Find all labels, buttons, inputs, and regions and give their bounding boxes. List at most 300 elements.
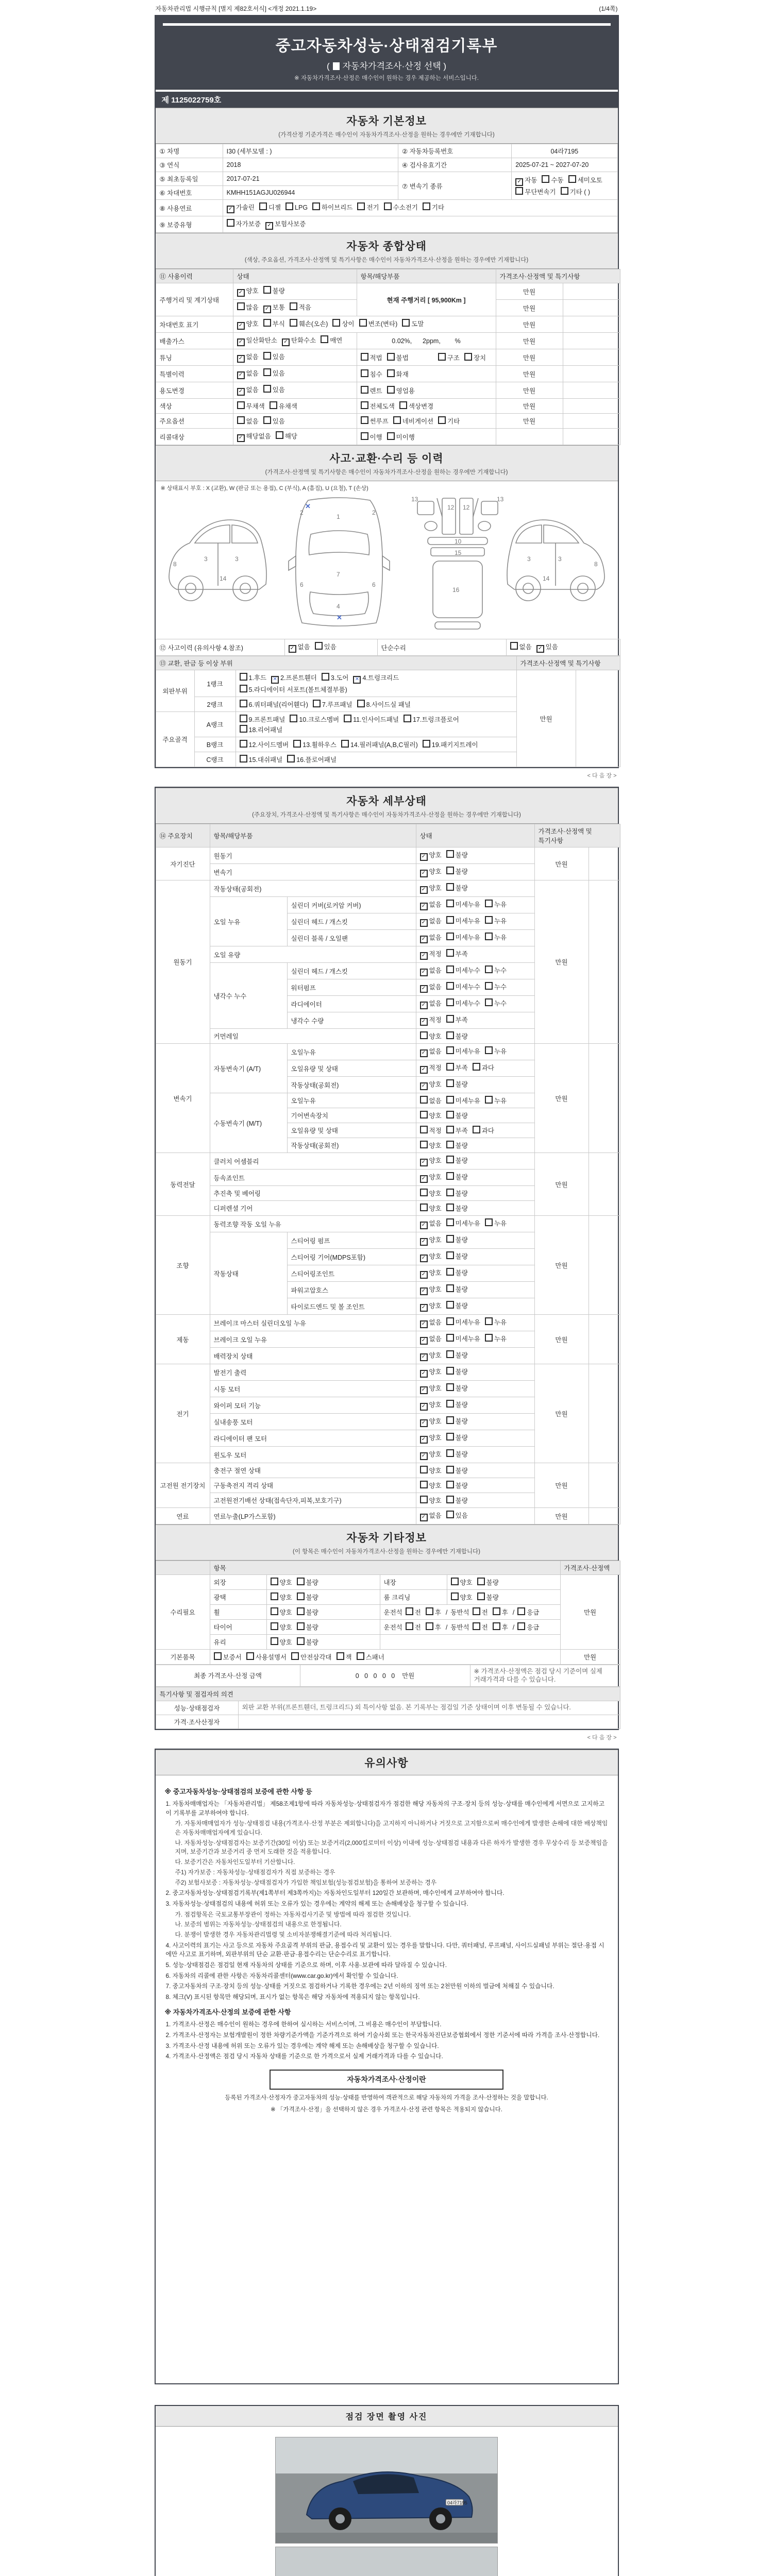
table-cell: 만원: [560, 1575, 620, 1650]
checkbox-label: 12.사이드멤버: [248, 741, 289, 749]
table-cell: 주행거리 및 계기상태: [156, 283, 233, 316]
checkbox-label: 양호: [429, 1482, 442, 1489]
checkbox-응급: [517, 1622, 525, 1630]
table-cell: [416, 1381, 534, 1397]
table-cell: [416, 1123, 534, 1138]
checkbox-label: 누유: [494, 1335, 507, 1343]
table-row: [156, 366, 620, 382]
option-text: /: [512, 1624, 515, 1631]
table-row: [156, 216, 617, 233]
checkbox-label: 구조: [447, 354, 460, 362]
checkbox-양호: [420, 1370, 428, 1378]
checkbox-누수: [485, 965, 493, 973]
table-cell: [416, 1029, 534, 1044]
diagram-legend: ※ 상태표시 부호 : X (교환), W (판금 또는 용접), C (부식), A (흠집), U (요철), T (손상): [160, 485, 368, 492]
panel-rank-table: [156, 656, 620, 767]
table-cell: 주요골격: [156, 712, 194, 767]
form-rule-line: [155, 3, 619, 15]
notice-item: 3. 자동차성능·상태점검의 내용에 허위 또는 오류가 있는 경우에는 계약의 해제 또는 손해배상을 청구할 수 있습니다.: [165, 1900, 468, 1907]
checkbox-label: 없음: [429, 918, 442, 925]
option-text: 동반석: [450, 1609, 469, 1616]
checkbox-label: 불량: [455, 1081, 468, 1088]
checkbox-label: 적법: [369, 354, 382, 362]
checkbox-불량: [446, 1481, 454, 1488]
table-cell: 2랭크: [194, 697, 236, 712]
checkbox-label: LPG: [295, 204, 308, 211]
checkbox-미세누유: [446, 1317, 454, 1325]
checkbox-양호: [420, 1403, 428, 1411]
table-row: [156, 1216, 620, 1232]
checkbox-불량: [297, 1578, 305, 1585]
checkbox-label: 있음: [324, 643, 337, 651]
checkbox-불량: [446, 1496, 454, 1503]
checkbox-label: 불량: [272, 287, 285, 295]
table-cell: 발전기 출력: [210, 1364, 416, 1381]
checkbox-2.프론트휀더: [271, 676, 279, 684]
checkbox-불량: [446, 1284, 454, 1292]
checkbox-label: 있음: [455, 1512, 468, 1519]
checkbox-label: 누유: [494, 1048, 507, 1055]
checkbox-후: [493, 1622, 500, 1630]
table-cell: [416, 1282, 534, 1298]
checkbox-label: 기타 ( ): [569, 189, 591, 196]
table-cell: ⑦ 변속기 종류: [398, 172, 512, 200]
page-number: (1/4쪽): [599, 5, 618, 12]
table-cell: 0 0 0 0 0 만원: [300, 1665, 470, 1687]
table-row: [156, 1635, 620, 1650]
checkbox-label: 양호: [429, 852, 442, 859]
svg-text:13: 13: [411, 496, 418, 503]
checkbox-label: 불량: [306, 1579, 318, 1586]
svg-text:6: 6: [299, 581, 304, 588]
checkbox-label: 적정: [429, 1016, 442, 1024]
checkbox-label: 미세누유: [455, 1097, 480, 1105]
table-cell: [223, 216, 617, 233]
table-cell: [233, 333, 357, 349]
table-cell: [233, 316, 496, 333]
table-cell: ② 자동차등록번호: [398, 144, 512, 158]
checkbox-부족: [446, 1126, 454, 1133]
checkbox-후: [426, 1607, 433, 1615]
notice-item: 5. 성능·상태점검은 점검일 현재 자동차의 상태를 기준으로 하며, 이후 사용·보관에 따라 달라질 수 있습니다.: [165, 1961, 447, 1969]
table-cell: [416, 946, 534, 963]
table-row: [156, 269, 620, 283]
checkbox-훼손(오손): [290, 319, 297, 327]
svg-text:3: 3: [527, 555, 531, 563]
checkbox-없음: [420, 1337, 428, 1345]
checkbox-누수: [485, 982, 493, 990]
notice-item: 2. 중고자동차성능·상태점검기록부(제1쪽부터 제3쪽까지)는 자동차인도일부터 120일간 보관하며, 매수인에게 교부하여야 합니다.: [165, 1889, 505, 1897]
title-note: ※ 자동차가격조사·산정은 매수인이 원하는 경우 제공하는 서비스입니다.: [294, 75, 479, 81]
column-header-cell: 가격조사·산정액: [560, 1561, 620, 1575]
checkbox-label: 양호: [429, 1467, 442, 1475]
checkbox-과다: [473, 1126, 480, 1133]
checkbox-label: 전: [481, 1624, 488, 1631]
checkbox-label: 불량: [455, 1434, 468, 1442]
checkbox-label: 변조(변타): [368, 320, 398, 328]
checkbox-label: 없음: [429, 1319, 442, 1326]
table-cell: [380, 1620, 560, 1635]
table-cell: [236, 737, 516, 752]
checkbox-label: 불량: [455, 1286, 468, 1293]
svg-text:7: 7: [336, 571, 340, 578]
checkbox-label: 있음: [272, 418, 285, 425]
checkbox-label: 부족: [455, 1127, 468, 1134]
table-row: [156, 1605, 620, 1620]
checkbox-수동: [542, 175, 549, 183]
accident-history-table: [156, 639, 620, 656]
table-cell: 만원: [534, 848, 589, 880]
table-cell: [233, 382, 357, 399]
checkbox-label: 불량: [455, 1142, 468, 1149]
checkbox-없음: [420, 985, 428, 993]
table-row: [156, 382, 620, 399]
checkbox-label: 장치: [473, 354, 486, 362]
table-cell: [416, 1138, 534, 1153]
checkbox-label: 미세누유: [455, 934, 480, 941]
checkbox-label: 16.플로어패널: [296, 756, 337, 764]
table-cell: ⑥ 차대번호: [156, 186, 223, 200]
table-cell: [416, 880, 534, 897]
checkbox-label: 전: [414, 1624, 421, 1631]
table-cell: 만원: [534, 1508, 589, 1524]
section-head-notice: 유의사항: [156, 1750, 618, 1775]
checkbox-label: 부족: [455, 951, 468, 958]
table-cell: 스티어링 펌프: [287, 1232, 416, 1249]
checkbox-렌트: [361, 386, 368, 394]
table-cell: 오일유량 및 상태: [287, 1123, 416, 1138]
checkbox-label: 네비게이션: [402, 418, 434, 425]
checkbox-label: 양호: [279, 1579, 292, 1586]
checkbox-누유: [485, 1317, 493, 1325]
notice-subitem: 주2) 보험사보증 : 자동차성능·상태점검자가 가입한 책임보험(성능점검보험)을 통하여 보증하는 경우: [175, 1878, 437, 1886]
checkbox-전: [406, 1622, 413, 1630]
checkbox-label: 기타: [431, 204, 445, 211]
checkbox-label: 불량: [455, 1174, 468, 1181]
checkbox-불량: [446, 1433, 454, 1440]
table-cell: ⑧ 사용연료: [156, 200, 223, 216]
checkbox-수소전기: [384, 202, 392, 210]
table-row: [156, 1575, 620, 1590]
table-cell: 조향: [156, 1216, 210, 1315]
checkbox-label: 불량: [455, 852, 468, 859]
table-cell: 라디에이터: [287, 996, 416, 1012]
table-row: [156, 429, 620, 445]
checkbox-양호: [420, 1204, 428, 1211]
column-header-cell: 상태: [416, 824, 534, 848]
table-cell: 외장: [210, 1575, 266, 1590]
checkbox-없음: [237, 388, 245, 396]
checkbox-label: 전체도색: [369, 403, 395, 410]
checkbox-자가보증: [227, 219, 234, 227]
table-cell: 만원: [534, 1364, 589, 1463]
checkbox-전: [406, 1607, 413, 1615]
checkbox-label: 안전삼각대: [300, 1654, 332, 1661]
table-cell: 2025-07-21 ~ 2027-07-20: [512, 158, 617, 172]
checkbox-label: 양호: [429, 1236, 442, 1244]
checkbox-label: 자동: [525, 177, 537, 184]
table-cell: [576, 670, 620, 767]
checkbox-보험사보증: [265, 222, 273, 230]
checkbox-불량: [297, 1607, 305, 1615]
checkbox-label: 18.리어패널: [248, 726, 283, 734]
vehicle-photo-rear: [275, 2547, 498, 2576]
checkbox-없음: [237, 416, 245, 424]
checkbox-상이: [332, 319, 340, 327]
checkbox-label: 훼손(오손): [298, 320, 328, 328]
checkbox-label: 상이: [342, 320, 355, 328]
checkbox-label: 수소전기: [393, 204, 418, 211]
table-cell: 만원: [496, 333, 563, 349]
rule-ref: 자동차관리법 시행규칙 [별지 제82호서식] <개정 2021.1.19>: [155, 5, 317, 12]
table-cell: [357, 366, 496, 382]
table-cell: 파워고압호스: [287, 1282, 416, 1298]
checkbox-무채색: [237, 401, 245, 409]
checkbox-미세누유: [446, 916, 454, 924]
checkbox-전: [473, 1607, 480, 1615]
checkbox-label: 미세누수: [455, 1000, 480, 1007]
table-row: [156, 399, 620, 414]
checkbox-label: 양호: [279, 1609, 292, 1616]
checkbox-label: 양호: [429, 1190, 442, 1197]
checkbox-label: 불량: [455, 1467, 468, 1475]
checkbox-양호: [420, 1304, 428, 1312]
table-cell: 성능·상태점검자: [156, 1701, 238, 1715]
checkbox-불량: [446, 883, 454, 891]
checkbox-label: 이행: [369, 433, 382, 441]
checkbox-없음: [420, 969, 428, 976]
table-cell: [416, 1108, 534, 1123]
checkbox-양호: [420, 1466, 428, 1473]
table-row: [156, 349, 620, 366]
table-cell: [284, 639, 377, 656]
table-cell: 만원: [496, 283, 563, 300]
checkbox-label: 누유: [494, 918, 507, 925]
column-header-cell: 가격조사·산정액 및 특기사항: [516, 656, 620, 670]
table-cell: 작동상태(공회전): [210, 880, 416, 897]
table-cell: [563, 333, 620, 349]
table-cell: 만원: [534, 1463, 589, 1508]
checkbox-도말: [402, 319, 410, 327]
checkbox-label: 누수: [494, 984, 507, 991]
checkbox-없음: [420, 1320, 428, 1328]
checkbox-label: 미세누수: [455, 967, 480, 974]
checkbox-기타: [438, 416, 446, 424]
table-cell: 연료누출(LP가스포함): [210, 1508, 416, 1524]
next-page-marker: < 다 음 장 >: [587, 1734, 617, 1741]
checkbox-label: 없음: [519, 643, 532, 651]
checkbox-이행: [361, 432, 368, 440]
checkbox-label: 양호: [429, 1451, 442, 1458]
table-cell: [589, 1463, 620, 1508]
checkbox-label: 과다: [481, 1064, 494, 1072]
checkbox-불량: [297, 1637, 305, 1645]
checkbox-label: 10.크로스멤버: [299, 716, 340, 723]
checkbox-변조(변타): [359, 319, 367, 327]
checkbox-label: 전: [414, 1609, 421, 1616]
checkbox-label: 누유: [494, 1097, 507, 1105]
notice-final-note: ※ 「가격조사·산정」을 선택하지 않은 경우 가격조사·산정 관련 항목은 적용되지 않습니다.: [271, 2107, 502, 2113]
checkbox-불량: [446, 1204, 454, 1211]
notice-item: 1. 가격조사·산정은 매수인이 원하는 경우에 한하여 실시하는 서비스이며, 그 비용은 매수인이 부담합니다.: [165, 2021, 442, 2028]
price-select-line: ( 자동차가격조사·산정 선택 ): [326, 61, 447, 71]
table-cell: 오일누유: [287, 1093, 416, 1108]
svg-text:8: 8: [594, 561, 598, 568]
table-cell: 구동축전지 격리 상태: [210, 1478, 416, 1493]
table-cell: [233, 300, 357, 316]
table-cell: 만원: [496, 349, 563, 366]
table-cell: 실린더 블록 / 오일팬: [287, 930, 416, 946]
checkbox-누유: [485, 1334, 493, 1342]
checkbox-사용설명서: [246, 1652, 254, 1660]
column-header-cell: ⑭ 주요장치: [156, 824, 210, 848]
table-cell: [589, 1153, 620, 1216]
checkbox-불량: [446, 1251, 454, 1259]
checkbox-양호: [420, 1481, 428, 1488]
table-cell: [447, 1590, 560, 1605]
table-cell: [236, 752, 516, 767]
table-cell: 변속기: [210, 864, 416, 880]
checkbox-양호: [420, 1287, 428, 1295]
checkbox-label: 하이브리드: [322, 204, 353, 211]
checkbox-과다: [473, 1063, 480, 1071]
checkbox-label: 양호: [429, 1302, 442, 1310]
column-header-cell: 가격조사·산정액 및 특기사항: [534, 824, 620, 848]
table-cell: 실린더 헤드 / 개스킷: [287, 913, 416, 930]
table-cell: [563, 382, 620, 399]
table-row: [156, 1701, 620, 1715]
table-cell: 원동기: [210, 848, 416, 864]
checkbox-label: 없음: [429, 1512, 442, 1519]
checkbox-전기: [357, 202, 365, 210]
section-head-basic: [156, 108, 618, 144]
table-cell: 고전원 전기장치: [156, 1463, 210, 1508]
table-cell: 색상: [156, 399, 233, 414]
overall-condition-table: [156, 269, 620, 445]
checkbox-label: 양호: [279, 1624, 292, 1631]
checkbox-보증서: [214, 1652, 222, 1660]
table-cell: 외판 교환 부위(프론트휀더, 트렁크리드) 외 특이사항 없음. 본 기록부는 점검일 기준 상태이며 이후 변동될 수 있습니다.: [238, 1701, 620, 1715]
section-box-photos: [155, 2405, 619, 2576]
checkbox-네비게이션: [393, 416, 401, 424]
checkbox-label: 7.루프패널: [322, 701, 352, 708]
checkbox-일산화탄소: [237, 338, 245, 346]
checkbox-label: 5.라디에이터 서포트(볼트체결부품): [248, 686, 347, 693]
price-definition-text: 등록된 가격조사·산정자가 중고자동차의 성능·상태를 반영하여 객관적으로 해당 자동차의 가격을 조사·산정하는 것을 말합니다.: [225, 2095, 548, 2101]
detail-condition-table: [156, 824, 620, 1524]
table-cell: I30 (세부모델 : ): [223, 144, 398, 158]
section-subtitle: (가격산정 기준가격은 매수인이 자동차가격조사·산정을 원하는 경우에만 기재합니다): [278, 132, 495, 138]
checkbox-label: 14.필러패널(A,B,C필러): [350, 741, 418, 749]
checkbox-양호: [420, 1496, 428, 1503]
table-cell: 오일누유: [287, 1044, 416, 1060]
checkbox-양호: [420, 1082, 428, 1090]
checkbox-양호: [420, 1419, 428, 1427]
notice-subitem: 다. 보증기간은 자동차인도일부터 기산합니다.: [175, 1858, 295, 1866]
table-cell: 제동: [156, 1315, 210, 1364]
svg-text:2: 2: [372, 509, 376, 516]
svg-text:✕: ✕: [305, 502, 311, 510]
table-cell: 04라7195: [512, 144, 617, 158]
checkbox-label: 미세누유: [455, 1335, 480, 1343]
table-cell: [380, 1635, 560, 1650]
checkbox-양호: [420, 1111, 428, 1118]
checkbox-후: [493, 1607, 500, 1615]
checkbox-없음: [420, 1514, 428, 1521]
checkbox-label: 불량: [455, 1190, 468, 1197]
table-cell: [266, 1575, 380, 1590]
checkbox-label: 양호: [429, 1033, 442, 1040]
checkbox-미세누유: [446, 1046, 454, 1054]
checkbox-불량: [446, 1416, 454, 1424]
column-header-cell: [156, 1561, 210, 1575]
table-cell: 타이어: [210, 1620, 266, 1635]
inspector-opinion-table: [156, 1687, 620, 1729]
table-cell: 만원: [560, 1650, 620, 1665]
checkbox-label: 양호: [429, 1112, 442, 1120]
checkbox-불량: [446, 1400, 454, 1408]
checkbox-label: 사용설명서: [255, 1654, 287, 1661]
table-cell: [416, 1478, 534, 1493]
table-row: [156, 880, 620, 897]
table-cell: 실린더 커버(로커암 커버): [287, 897, 416, 913]
checkbox-불량: [297, 1592, 305, 1600]
table-cell: 스티어링조인트: [287, 1265, 416, 1282]
table-row: [156, 333, 620, 349]
checkbox-양호: [420, 1353, 428, 1361]
svg-text:16: 16: [452, 586, 459, 594]
checkbox-있음: [446, 1511, 454, 1518]
table-cell: C랭크: [194, 752, 236, 767]
table-row: [156, 1364, 620, 1381]
checkbox-label: 누수: [494, 967, 507, 974]
checkbox-label: 양호: [429, 1269, 442, 1277]
checkbox-양호: [420, 1255, 428, 1262]
checkbox-label: 양호: [429, 1286, 442, 1293]
checkbox-label: 양호: [246, 287, 259, 295]
checkbox-label: 많음: [246, 304, 259, 311]
checkbox-label: 양호: [279, 1639, 292, 1646]
checkbox-양호: [420, 1386, 428, 1394]
table-cell: ③ 연식: [156, 158, 223, 172]
checkbox-양호: [420, 1159, 428, 1166]
table-row: [156, 639, 620, 656]
checkbox-12.사이드멤버: [240, 740, 247, 748]
checkbox-화재: [387, 369, 395, 377]
table-cell: 만원: [516, 670, 576, 767]
table-cell: 룸 크리닝: [380, 1590, 447, 1605]
option-text: 동반석: [450, 1624, 469, 1631]
table-cell: 시동 모터: [210, 1381, 416, 1397]
checkbox-label: 무채색: [246, 403, 265, 410]
checkbox-있음: [263, 368, 271, 376]
checkbox-3.도어: [322, 673, 329, 681]
table-cell: 수리필요: [156, 1575, 210, 1650]
table-cell: 만원: [496, 414, 563, 429]
table-cell: [416, 1265, 534, 1282]
notice-item: 4. 사고이력의 표기는 사고 등으로 자동차 주요골격 부위의 판금, 용접수리 및 교환이 있는 경우를 말합니다. 다만, 쿼터패널, 루프패널, 사이드실패널 부위는 절단·용접 시에만 사고로 표기하며, 외판부위의 단순 교환·판금·용접수리는 단순수리로 표기합니다.: [165, 1941, 604, 1958]
checkbox-label: 잭: [345, 1654, 352, 1661]
table-cell: 휠: [210, 1605, 266, 1620]
table-cell: [416, 930, 534, 946]
table-cell: 2018: [223, 158, 398, 172]
checkbox-label: 없음: [246, 353, 259, 361]
checkbox-label: 불량: [455, 1451, 468, 1458]
section-head-accident: 사고·교환·수리 등 이력 (가격조사·산정액 및 특기사항은 매수인이 자동차가격조사·산정을 원하는 경우에만 기재합니다): [156, 445, 618, 481]
table-cell: [416, 1447, 534, 1463]
checkbox-없음: [420, 936, 428, 943]
checkbox-label: 양호: [429, 1497, 442, 1504]
